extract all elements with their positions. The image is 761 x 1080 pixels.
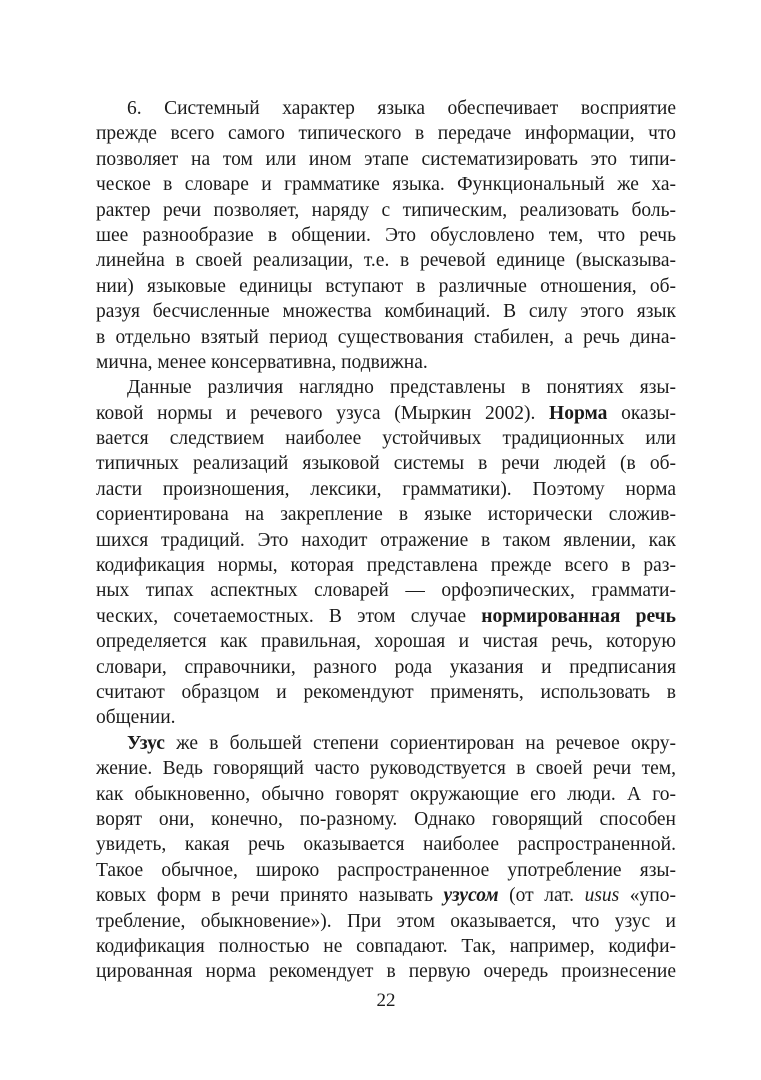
text-line	[96, 604, 676, 629]
text-run: в отдельно взятый период существования стабилен, а речь дина-	[96, 326, 676, 348]
text-line	[96, 934, 676, 959]
text-line	[96, 477, 676, 502]
text-line	[96, 883, 676, 908]
text-run: Норма	[549, 402, 608, 424]
text-line	[96, 248, 676, 273]
text-run: словари, справочники, разного рода указания и предписания	[96, 656, 676, 678]
text-run: Данные различия наглядно представлены в понятиях язы-	[127, 377, 676, 399]
text-line	[96, 858, 676, 883]
text-run: определяется как правильная, хорошая и чистая речь, которую	[96, 631, 676, 653]
text-run: ворят они, конечно, по-разному. Однако говорящий способен	[96, 808, 676, 830]
text-run: позволяет на том или ином этапе систематизировать это типи-	[96, 148, 676, 170]
text-line	[96, 172, 676, 197]
text-line	[96, 680, 676, 705]
text-run: считают образцом и рекомендуют применять, использовать в	[96, 681, 676, 703]
text-run: типичных реализаций языковой системы в речи людей (в об-	[96, 453, 676, 475]
text-run: общении.	[96, 707, 176, 729]
text-run: 6. Системный характер языка обеспечивает восприятие	[127, 98, 676, 119]
text-run: usus	[584, 885, 620, 907]
text-line	[96, 198, 676, 223]
text-run: же в большей степени сориентирован на речевое окру-	[164, 732, 676, 754]
text-run: шихся традиций. Это находит отражение в таком явлении, как	[96, 529, 676, 551]
text-run: нии) языковые единицы вступают в различные отношения, об-	[96, 275, 676, 297]
text-run: ласти произношения, лексики, грамматики). Поэтому норма	[96, 478, 676, 500]
text-run: жение. Ведь говорящий часто руководствуется в своей речи тем,	[96, 758, 676, 780]
text-run: Узус	[127, 732, 165, 754]
text-line	[96, 782, 676, 807]
text-line	[96, 223, 676, 248]
text-line	[96, 731, 676, 756]
text-line	[96, 96, 676, 121]
text-line	[96, 401, 676, 426]
text-line	[96, 655, 676, 680]
text-line	[96, 528, 676, 553]
text-line	[96, 451, 676, 476]
text-line	[96, 375, 676, 400]
paragraph	[96, 96, 676, 375]
text-run: цированная норма рекомендует в первую очередь произнесение	[96, 961, 676, 983]
text-run: «упо-	[619, 885, 676, 907]
text-line	[96, 629, 676, 654]
text-run: нормированная речь	[481, 605, 676, 627]
text-line	[96, 147, 676, 172]
text-run: шее разнообразие в общении. Это обусловлено тем, что речь	[96, 224, 676, 246]
text-line	[96, 832, 676, 857]
text-line	[96, 756, 676, 781]
paragraph	[96, 731, 676, 985]
text-run: рактер речи позволяет, наряду с типическим, реализовать боль-	[96, 199, 676, 221]
text-run: Такое обычное, широко распространенное употребление язы-	[96, 859, 676, 881]
text-line	[96, 959, 676, 984]
text-line	[96, 325, 676, 350]
text-line	[96, 502, 676, 527]
text-line	[96, 578, 676, 603]
text-run: увидеть, какая речь оказывается наиболее распространенной.	[96, 834, 676, 856]
text-run: линейна в своей реализации, т.е. в речевой единице (высказыва-	[96, 250, 676, 272]
text-run: разуя бесчисленные множества комбинаций. В силу этого язык	[96, 301, 676, 323]
text-run: кодификация нормы, которая представлена прежде всего в раз-	[96, 555, 676, 577]
text-run: мична, менее консервативна, подвижна.	[96, 351, 428, 373]
text-run: ных типах аспектных словарей — орфоэпических, граммати-	[96, 580, 676, 602]
text-line	[96, 909, 676, 934]
text-line	[96, 350, 676, 375]
text-line	[96, 807, 676, 832]
text-line	[96, 553, 676, 578]
text-run: прежде всего самого типического в передаче информации, что	[96, 123, 676, 145]
text-run: ческих, сочетаемостных. В этом случае	[96, 605, 482, 627]
text-line	[96, 299, 676, 324]
text-run: ковых форм в речи принято называть	[96, 885, 444, 907]
text-line	[96, 274, 676, 299]
text-run: требление, обыкновение»). При этом оказывается, что узус и	[96, 910, 676, 932]
page-number: 22	[376, 990, 396, 1011]
text-run: оказы-	[607, 402, 676, 424]
text-line	[96, 705, 676, 730]
page-text	[96, 96, 676, 985]
text-run: узусом	[443, 885, 499, 907]
text-run: ковой нормы и речевого узуса (Мыркин 2002).	[96, 402, 550, 424]
text-run: (от лат.	[498, 885, 585, 907]
text-run: сориентирована на закрепление в языке исторически сложив-	[96, 504, 676, 526]
text-line	[96, 121, 676, 146]
text-run: ческое в словаре и грамматике языка. Функциональный же ха-	[96, 174, 676, 196]
text-line	[96, 426, 676, 451]
paragraph	[96, 375, 676, 730]
text-run: как обыкновенно, обычно говорят окружающие его люди. А го-	[96, 783, 676, 805]
text-run: вается следствием наиболее устойчивых традиционных или	[96, 428, 676, 450]
text-run: кодификация полностью не совпадают. Так, например, кодифи-	[96, 935, 676, 957]
